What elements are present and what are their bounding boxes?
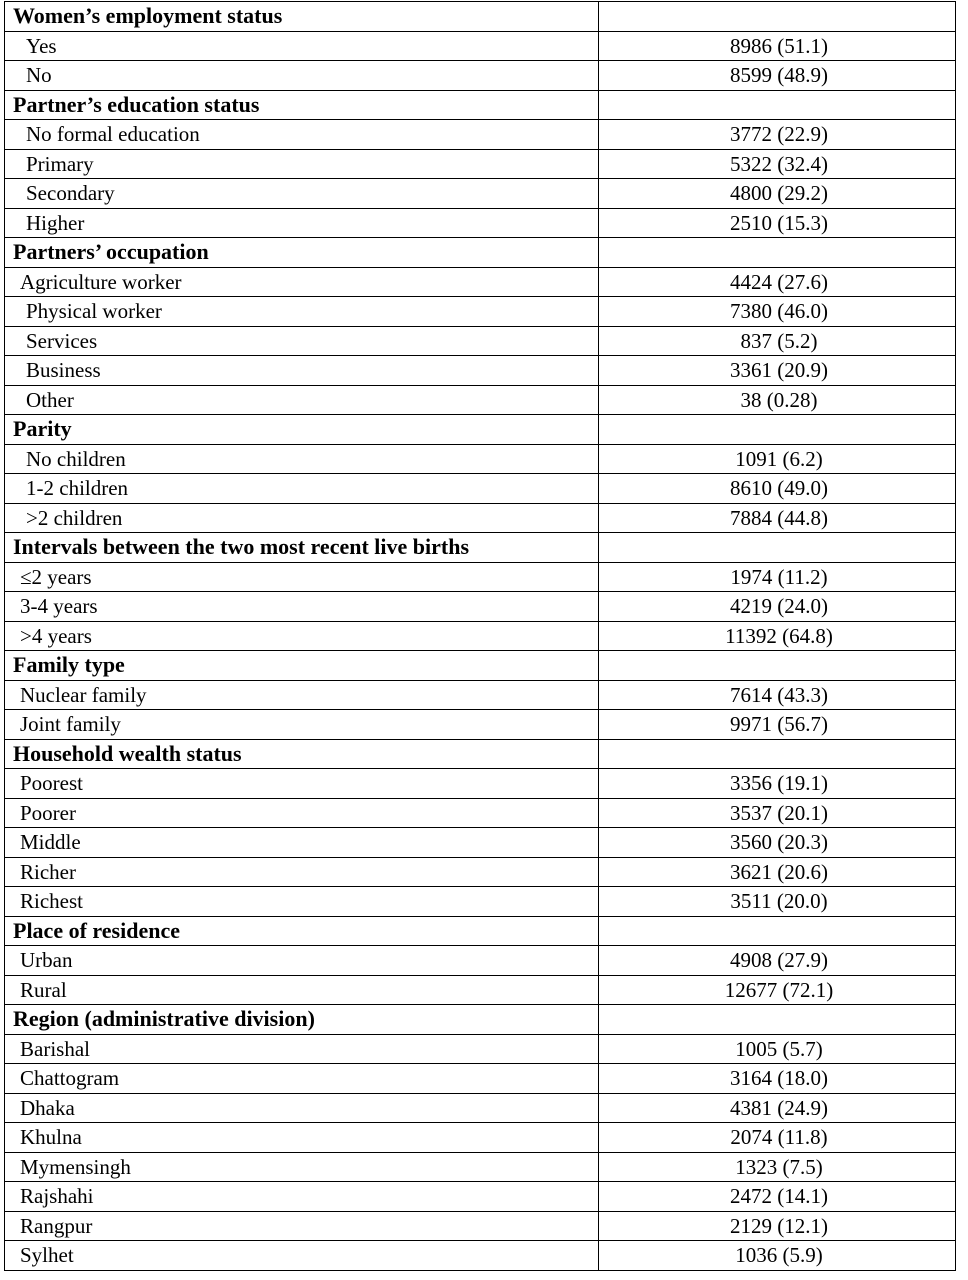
row-label: No bbox=[5, 61, 599, 91]
row-value: 4381 (24.9) bbox=[599, 1093, 956, 1123]
row-value: 4908 (27.9) bbox=[599, 946, 956, 976]
section-header-value-cell bbox=[599, 916, 956, 946]
row-value: 1036 (5.9) bbox=[599, 1241, 956, 1271]
table-row bbox=[5, 503, 956, 533]
characteristics-table bbox=[4, 1, 956, 1271]
table-row bbox=[5, 1123, 956, 1153]
row-label: Poorer bbox=[5, 798, 599, 828]
section-header-value-cell bbox=[599, 739, 956, 769]
row-value: 837 (5.2) bbox=[599, 326, 956, 356]
table-row bbox=[5, 857, 956, 887]
row-value: 3361 (20.9) bbox=[599, 356, 956, 386]
row-value: 3537 (20.1) bbox=[599, 798, 956, 828]
row-label: Barishal bbox=[5, 1034, 599, 1064]
section-header-value-cell bbox=[599, 651, 956, 681]
row-value: 8610 (49.0) bbox=[599, 474, 956, 504]
table-row bbox=[5, 1064, 956, 1094]
row-label: Richest bbox=[5, 887, 599, 917]
row-value: 3164 (18.0) bbox=[599, 1064, 956, 1094]
section-header-label: Parity bbox=[5, 415, 599, 445]
table-row bbox=[5, 887, 956, 917]
row-label: Chattogram bbox=[5, 1064, 599, 1094]
row-label: Primary bbox=[5, 149, 599, 179]
row-value: 7614 (43.3) bbox=[599, 680, 956, 710]
row-label: Khulna bbox=[5, 1123, 599, 1153]
table-row bbox=[5, 385, 956, 415]
section-header-label: Women’s employment status bbox=[5, 2, 599, 32]
table-row bbox=[5, 592, 956, 622]
table-row bbox=[5, 769, 956, 799]
section-header-label: Family type bbox=[5, 651, 599, 681]
section-header-row bbox=[5, 1005, 956, 1035]
table-row bbox=[5, 798, 956, 828]
row-label: No children bbox=[5, 444, 599, 474]
row-value: 8986 (51.1) bbox=[599, 31, 956, 61]
row-label: Higher bbox=[5, 208, 599, 238]
row-value: 3621 (20.6) bbox=[599, 857, 956, 887]
section-header-value-cell bbox=[599, 90, 956, 120]
row-label: Yes bbox=[5, 31, 599, 61]
row-label: Nuclear family bbox=[5, 680, 599, 710]
row-label: Middle bbox=[5, 828, 599, 858]
row-value: 4800 (29.2) bbox=[599, 179, 956, 209]
row-value: 4424 (27.6) bbox=[599, 267, 956, 297]
table-row bbox=[5, 1182, 956, 1212]
table-row bbox=[5, 680, 956, 710]
table-row bbox=[5, 946, 956, 976]
section-header-value-cell bbox=[599, 533, 956, 563]
section-header-label: Region (administrative division) bbox=[5, 1005, 599, 1035]
section-header-row bbox=[5, 651, 956, 681]
row-value: 38 (0.28) bbox=[599, 385, 956, 415]
table-row bbox=[5, 1034, 956, 1064]
table-row bbox=[5, 326, 956, 356]
row-label: 3-4 years bbox=[5, 592, 599, 622]
section-header-row bbox=[5, 739, 956, 769]
row-label: Poorest bbox=[5, 769, 599, 799]
table-row bbox=[5, 474, 956, 504]
row-value: 3772 (22.9) bbox=[599, 120, 956, 150]
section-header-value-cell bbox=[599, 1005, 956, 1035]
row-label: Physical worker bbox=[5, 297, 599, 327]
section-header-label: Household wealth status bbox=[5, 739, 599, 769]
row-value: 12677 (72.1) bbox=[599, 975, 956, 1005]
row-value: 2074 (11.8) bbox=[599, 1123, 956, 1153]
row-label: Rajshahi bbox=[5, 1182, 599, 1212]
section-header-row bbox=[5, 916, 956, 946]
table-body bbox=[5, 2, 956, 1271]
table-row bbox=[5, 1211, 956, 1241]
row-label: Mymensingh bbox=[5, 1152, 599, 1182]
table-row bbox=[5, 297, 956, 327]
section-header-row bbox=[5, 533, 956, 563]
table-row bbox=[5, 61, 956, 91]
row-value: 2510 (15.3) bbox=[599, 208, 956, 238]
row-label: >4 years bbox=[5, 621, 599, 651]
table-row bbox=[5, 149, 956, 179]
table-row bbox=[5, 1093, 956, 1123]
section-header-value-cell bbox=[599, 415, 956, 445]
row-label: ≤2 years bbox=[5, 562, 599, 592]
row-label: Dhaka bbox=[5, 1093, 599, 1123]
row-value: 1323 (7.5) bbox=[599, 1152, 956, 1182]
section-header-row bbox=[5, 415, 956, 445]
section-header-value-cell bbox=[599, 238, 956, 268]
row-label: Urban bbox=[5, 946, 599, 976]
section-header-label: Place of residence bbox=[5, 916, 599, 946]
table-row bbox=[5, 710, 956, 740]
table-row bbox=[5, 975, 956, 1005]
table-row bbox=[5, 267, 956, 297]
section-header-row bbox=[5, 238, 956, 268]
row-label: Business bbox=[5, 356, 599, 386]
row-label: 1-2 children bbox=[5, 474, 599, 504]
table-row bbox=[5, 120, 956, 150]
row-value: 5322 (32.4) bbox=[599, 149, 956, 179]
row-label: Services bbox=[5, 326, 599, 356]
table-row bbox=[5, 444, 956, 474]
row-value: 7884 (44.8) bbox=[599, 503, 956, 533]
row-label: Agriculture worker bbox=[5, 267, 599, 297]
table-row bbox=[5, 1241, 956, 1271]
table-row bbox=[5, 31, 956, 61]
row-value: 3560 (20.3) bbox=[599, 828, 956, 858]
section-header-value-cell bbox=[599, 2, 956, 32]
row-value: 9971 (56.7) bbox=[599, 710, 956, 740]
row-value: 8599 (48.9) bbox=[599, 61, 956, 91]
section-header-label: Partner’s education status bbox=[5, 90, 599, 120]
row-value: 3356 (19.1) bbox=[599, 769, 956, 799]
row-label: Rural bbox=[5, 975, 599, 1005]
row-value: 1005 (5.7) bbox=[599, 1034, 956, 1064]
table-row bbox=[5, 356, 956, 386]
section-header-row bbox=[5, 2, 956, 32]
row-label: Joint family bbox=[5, 710, 599, 740]
row-label: Richer bbox=[5, 857, 599, 887]
row-value: 3511 (20.0) bbox=[599, 887, 956, 917]
table-row bbox=[5, 208, 956, 238]
table-row bbox=[5, 828, 956, 858]
row-label: Sylhet bbox=[5, 1241, 599, 1271]
row-label: Secondary bbox=[5, 179, 599, 209]
section-header-row bbox=[5, 90, 956, 120]
table-row bbox=[5, 621, 956, 651]
row-label: Other bbox=[5, 385, 599, 415]
row-value: 1091 (6.2) bbox=[599, 444, 956, 474]
row-value: 4219 (24.0) bbox=[599, 592, 956, 622]
row-value: 1974 (11.2) bbox=[599, 562, 956, 592]
row-value: 7380 (46.0) bbox=[599, 297, 956, 327]
row-label: >2 children bbox=[5, 503, 599, 533]
table-row bbox=[5, 562, 956, 592]
row-label: Rangpur bbox=[5, 1211, 599, 1241]
table-row bbox=[5, 179, 956, 209]
row-value: 2472 (14.1) bbox=[599, 1182, 956, 1212]
table-row bbox=[5, 1152, 956, 1182]
row-value: 11392 (64.8) bbox=[599, 621, 956, 651]
row-label: No formal education bbox=[5, 120, 599, 150]
section-header-label: Partners’ occupation bbox=[5, 238, 599, 268]
section-header-label: Intervals between the two most recent live births bbox=[5, 533, 599, 563]
row-value: 2129 (12.1) bbox=[599, 1211, 956, 1241]
